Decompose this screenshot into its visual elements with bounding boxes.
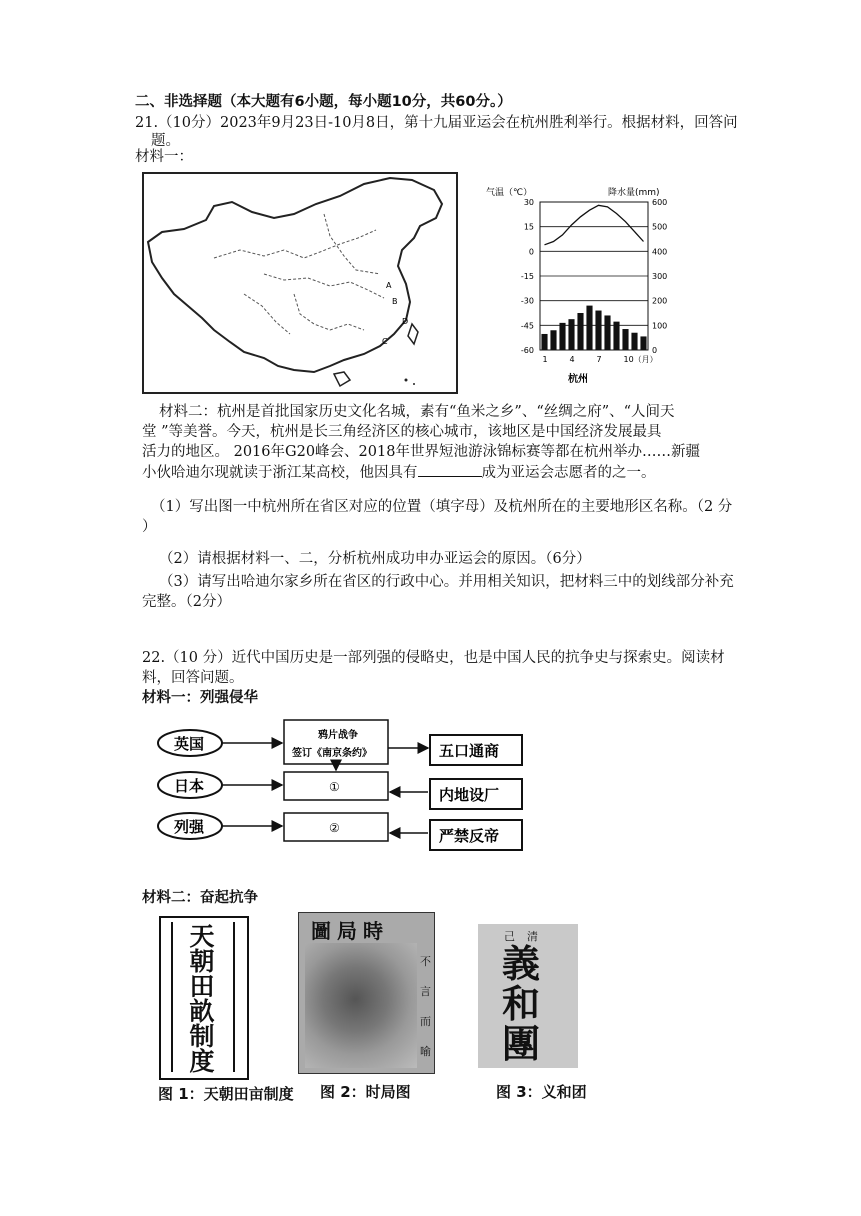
fig1-char: 朝 xyxy=(189,947,215,976)
flow-right-ban: 严禁反帝 xyxy=(439,827,500,845)
fig2-side-text xyxy=(420,947,432,1067)
temp-tick-label: -15 xyxy=(520,272,534,281)
fig3-top-char: 己 xyxy=(504,930,527,943)
fig1-char: 畝 xyxy=(189,997,215,1026)
map-letter-a: A xyxy=(386,281,392,290)
precip-tick-label: 600 xyxy=(652,198,668,207)
precip-tick-label: 500 xyxy=(652,222,668,232)
precip-bar xyxy=(550,330,556,350)
flow-mid-nanjing-treaty: 签订《南京条约》 xyxy=(292,748,372,759)
precip-bar xyxy=(604,315,610,350)
precip-bar xyxy=(586,306,592,350)
fig1-vertical-title xyxy=(175,924,229,1074)
month-tick-label: 4 xyxy=(569,355,575,364)
fig1-char: 田 xyxy=(189,972,215,1001)
precip-bar xyxy=(640,336,646,350)
china-map xyxy=(142,172,458,394)
q21-stem-line1: 21.（10分）2023年9月23日-10月8日，第十九届亚运会在杭州胜利举行。根据材料，回答问 xyxy=(135,115,738,131)
fig3-char: 義 xyxy=(502,941,541,986)
chart-right-title: 降水量(mm) xyxy=(608,188,660,198)
fig2-side-char: 不 xyxy=(420,955,431,968)
chart-left-title: 气温（℃） xyxy=(486,188,533,198)
map-letter-b: B xyxy=(392,297,398,306)
q21-material2-line4-pre: 小伙哈迪尔现就读于浙江某高校，他因具有 xyxy=(142,465,418,481)
fig2-map-image xyxy=(305,943,417,1068)
fig2-side-char: 而 xyxy=(420,1015,431,1028)
fig3-top-char: 清 xyxy=(527,930,550,943)
chart-precip-ticks xyxy=(652,198,667,355)
fig2-title-char: 局 xyxy=(337,919,363,943)
fig1-tianchao-doc xyxy=(159,916,249,1080)
precip-bar xyxy=(613,322,619,350)
q21-sub1-line2: ） xyxy=(142,519,157,535)
q21-sub2: （2）请根据材料一、二，分析杭州成功申办亚运会的原因。（6分） xyxy=(159,551,591,567)
map-letter-d: D xyxy=(402,317,409,326)
q21-material2-line3: 活力的地区。 2016年G20峰会、2018年世界短池游泳锦标赛等都在杭州举办……新疆 xyxy=(142,444,700,460)
precip-tick-label: 300 xyxy=(652,272,668,281)
flow-mid-opium-war: 鸦片战争 xyxy=(318,730,358,741)
fig2-title-char: 圖 xyxy=(311,919,337,943)
month-tick-label: 7 xyxy=(596,355,602,364)
precip-bar xyxy=(541,334,547,350)
temp-tick-label: -30 xyxy=(520,296,534,306)
fig3-caption: 图 3：义和团 xyxy=(496,1083,587,1101)
answer-blank[interactable] xyxy=(418,462,482,477)
q21-material1-label: 材料一： xyxy=(135,149,193,165)
q21-stem-line2: 题。 xyxy=(151,133,180,149)
precip-bar xyxy=(595,311,601,350)
precip-tick-label: 0 xyxy=(652,346,658,355)
flow-svg xyxy=(150,712,530,860)
fig2-shiju-tu xyxy=(298,912,435,1074)
q22-material1-label: 材料一：列强侵华 xyxy=(142,690,258,706)
flow-left-japan: 日本 xyxy=(174,777,205,795)
q21-sub3-line1: （3）请写出哈迪尔家乡所在省区的行政中心。并用相关知识，把材料三中的划线部分补充 xyxy=(159,574,734,590)
precip-bar xyxy=(631,333,637,350)
temp-tick-label: 0 xyxy=(528,247,534,257)
flow-mid-blank-1: ① xyxy=(329,780,340,794)
map-letter-c: C xyxy=(382,337,388,346)
q22-stem-line2: 料，回答问题。 xyxy=(142,670,244,686)
invasion-flow-diagram xyxy=(150,712,530,860)
china-map-svg xyxy=(144,174,456,392)
month-tick-label: 1 xyxy=(542,355,548,364)
climate-chart xyxy=(482,184,682,384)
fig3-char: 和 xyxy=(502,981,541,1026)
climate-chart-svg xyxy=(482,184,682,384)
chart-grid xyxy=(540,227,648,326)
temp-tick-label: 15 xyxy=(523,222,534,232)
flow-right-factories: 内地设厂 xyxy=(439,786,500,804)
chart-temp-ticks xyxy=(521,198,534,355)
q21-material2-line1: 材料二：杭州是首批国家历史文化名城，素有“鱼米之乡”、“丝绸之府”、“人间天 xyxy=(159,404,675,420)
flow-left-powers: 列强 xyxy=(174,818,205,836)
chart-temp-line xyxy=(545,205,644,245)
precip-tick-label: 400 xyxy=(652,247,668,257)
precip-bar xyxy=(568,319,574,350)
fig1-char: 度 xyxy=(189,1047,215,1076)
fig2-title-char: 時 xyxy=(363,919,389,943)
fig1-char: 天 xyxy=(189,922,215,951)
fig1-char: 制 xyxy=(189,1022,215,1051)
chart-city-label: 杭州 xyxy=(568,374,588,384)
month-tick-label: 10（月） xyxy=(623,355,658,364)
fig1-caption: 图 1：天朝田亩制度 xyxy=(158,1085,294,1103)
chart-month-ticks xyxy=(543,355,658,364)
precip-tick-label: 200 xyxy=(652,296,668,306)
q21-material2-line2: 堂 ”等美誉。今天，杭州是长三角经济区的核心城市，该地区是中国经济发展最具 xyxy=(142,424,662,440)
precip-tick-label: 100 xyxy=(652,321,668,331)
precip-bar xyxy=(622,329,628,350)
temp-tick-label: -45 xyxy=(520,321,534,331)
flow-left-britain: 英国 xyxy=(174,735,205,753)
flow-mid-blank-2: ② xyxy=(329,821,340,835)
fig2-title xyxy=(311,915,389,944)
chart-precip-bars xyxy=(541,306,646,350)
q22-stem-line1: 22.（10 分）近代中国历史是一部列强的侵略史，也是中国人民的抗争史与探索史。阅读材 xyxy=(142,650,725,666)
flow-right-five-ports: 五口通商 xyxy=(439,742,500,760)
precip-bar xyxy=(577,313,583,350)
q21-material2-line4-post: 成为亚运会志愿者的之一。 xyxy=(481,465,656,481)
fig2-side-char: 言 xyxy=(420,985,431,998)
q21-sub1-line1: （1）写出图一中杭州所在省区对应的位置（填字母）及杭州所在的主要地形区名称。（2 分 xyxy=(151,499,733,515)
fig3-chars xyxy=(502,941,541,1066)
fig3-char: 團 xyxy=(502,1021,541,1066)
fig2-side-char: 喻 xyxy=(420,1045,431,1058)
temp-tick-label: -60 xyxy=(520,346,534,355)
precip-bar xyxy=(559,323,565,350)
q21-sub3-line2: 完整。（2分） xyxy=(142,594,231,610)
q21-material2-line4 xyxy=(142,462,656,483)
fig3-yihetuan-banner xyxy=(478,924,578,1068)
section-header: 二、非选择题（本大题有6小题，每小题10分，共60分。） xyxy=(135,94,512,110)
q22-material2-label: 材料二：奋起抗争 xyxy=(142,890,258,906)
fig2-caption: 图 2：时局图 xyxy=(320,1083,411,1101)
temp-tick-label: 30 xyxy=(523,198,534,207)
